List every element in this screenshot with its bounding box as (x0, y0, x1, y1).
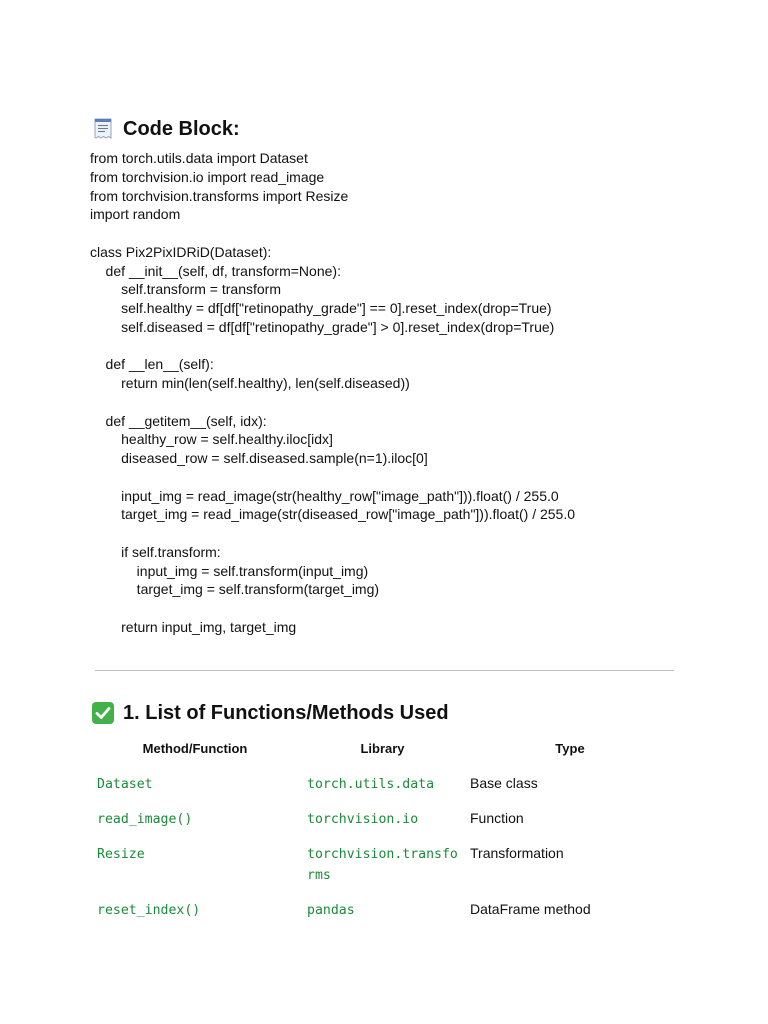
code-line: target_img = read_image(str(diseased_row["image_path"])).float() / 255.0 (90, 506, 576, 523)
code-line: class Pix2PixIDRiD(Dataset): (90, 243, 272, 260)
type-cell: Transformation (470, 845, 564, 861)
code-block-heading (90, 116, 240, 142)
code-line: self.transform = transform (90, 281, 281, 298)
code-line (90, 599, 730, 618)
code-line: self.healthy = df[df["retinopathy_grade"] == 0].reset_index(drop=True) (90, 300, 552, 316)
functions-list-title: 1. List of Functions/Methods Used (123, 701, 449, 724)
code-line: return input_img, target_img (90, 618, 297, 635)
column-header-library: Library (360, 741, 405, 756)
code-line: from torch.utils.data import Dataset (90, 150, 308, 166)
check-mark-button-icon (90, 700, 116, 726)
method-cell: read_image() (97, 812, 193, 827)
code-line: input_img = self.transform(input_img) (90, 562, 369, 579)
code-line: self.diseased = df[df["retinopathy_grade"] > 0].reset_index(drop=True) (90, 318, 555, 335)
functions-list-heading (90, 700, 449, 726)
code-line: from torchvision.transforms import Resize (90, 187, 349, 204)
library-cell: torchvision.transforms (307, 847, 458, 883)
code-line: from torchvision.io import read_image (90, 168, 325, 185)
code-line: if self.transform: (90, 543, 221, 560)
code-block-title: Code Block: (123, 117, 240, 140)
code-line: input_img = read_image(str(healthy_row["image_path"])).float() / 255.0 (90, 487, 559, 504)
column-header-type: Type (555, 741, 585, 756)
code-line: diseased_row = self.diseased.sample(n=1).iloc[0] (90, 450, 428, 466)
code-block (90, 149, 730, 637)
section-divider (95, 670, 674, 671)
library-cell: torch.utils.data (307, 777, 435, 792)
library-cell: pandas (307, 903, 355, 918)
code-line (90, 337, 730, 356)
method-cell: Resize (97, 847, 145, 862)
code-line (90, 524, 730, 543)
receipt-icon (90, 116, 116, 142)
code-line (90, 393, 730, 412)
code-line: return min(len(self.healthy), len(self.diseased)) (90, 375, 410, 391)
code-line: def __init__(self, df, transform=None): (90, 262, 341, 279)
type-cell: Base class (470, 775, 538, 791)
column-header-method: Method/Function (142, 741, 248, 756)
type-cell: Function (470, 810, 524, 826)
method-cell: Dataset (97, 777, 153, 792)
code-line: def __len__(self): (90, 356, 214, 373)
code-line: def __getitem__(self, idx): (90, 412, 267, 429)
type-cell: DataFrame method (470, 901, 591, 917)
code-line (90, 224, 730, 243)
code-line: healthy_row = self.healthy.iloc[idx] (90, 431, 333, 448)
code-line: target_img = self.transform(target_img) (90, 581, 380, 598)
library-cell: torchvision.io (307, 812, 419, 827)
code-line: import random (90, 206, 181, 223)
code-line (90, 468, 730, 487)
method-cell: reset_index() (97, 903, 201, 918)
